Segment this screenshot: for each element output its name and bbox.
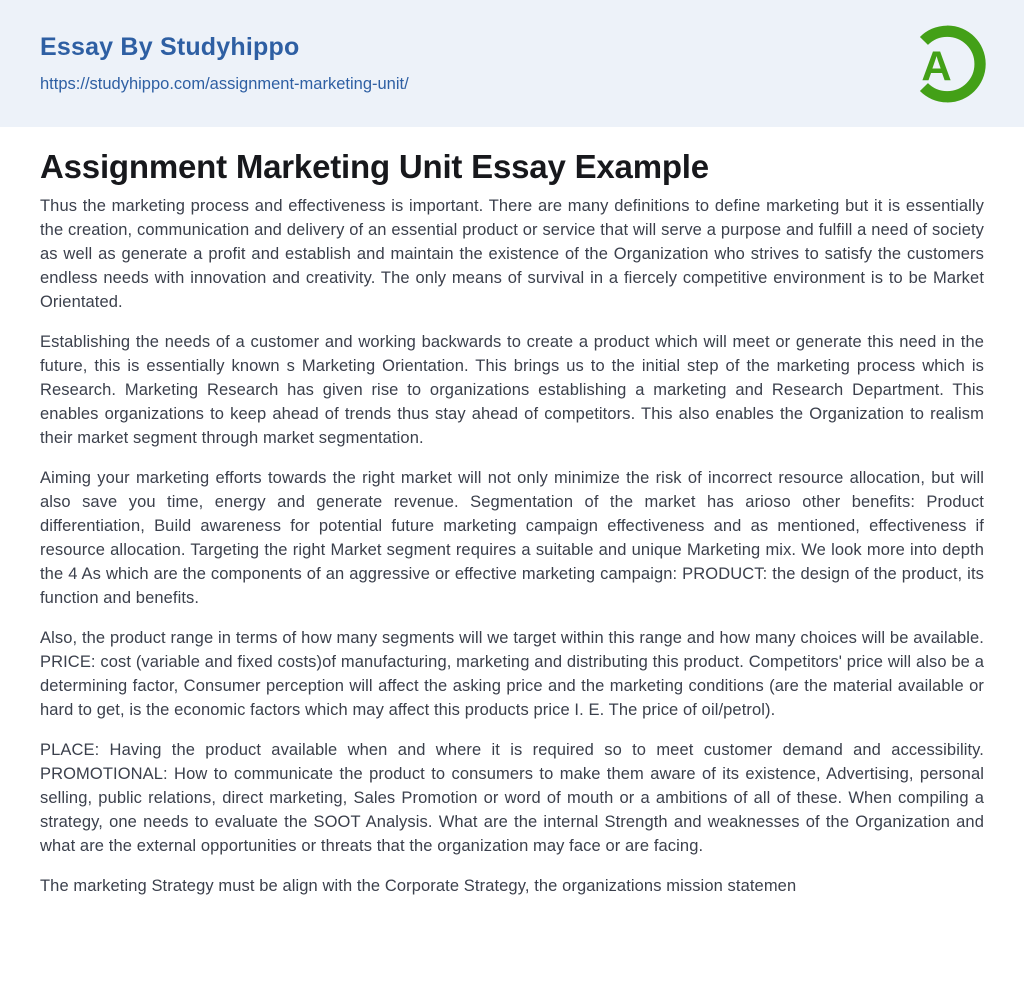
essay-paragraph: PLACE: Having the product available when and where it is required so to meet customer demand and accessibility. PROMOTIONAL: How to communicate the product to consumers to make them aware of its existence, Advertising, personal selling, public relations, direct marketing, Sales Promotion or word of mouth or a ambitions of all of these. When compiling a strategy, one needs to evaluate the SOOT Analysis. What are the internal Strength and weaknesses of the Organization and what are the external opportunities or threats that the organization may face or are facing.	[40, 741, 984, 855]
site-title: Essay By Studyhippo	[40, 33, 300, 62]
source-url-link[interactable]: https://studyhippo.com/assignment-marketing-unit/	[40, 74, 409, 93]
essay-paragraph: Also, the product range in terms of how many segments will we target within this range and how many choices will be available. PRICE: cost (variable and fixed costs)of manufacturing, marketing and distributing this product. Competitors' price will also be a determining factor, Consumer perception will affect the asking price and the marketing conditions (are the material available or hard to get, is the economic factors which may affect this products price I. E. The price of oil/petrol).	[40, 629, 984, 719]
essay-paragraph: The marketing Strategy must be align with the Corporate Strategy, the organizations mission statemen	[40, 877, 797, 895]
essay-body	[40, 194, 984, 898]
essay-paragraph: Aiming your marketing efforts towards the right market will not only minimize the risk of incorrect resource allocation, but will also save you time, energy and generate revenue. Segmentation of the market has arioso other benefits: Product differentiation, Build awareness for potential future marketing campaign effectiveness and as mentioned, effectiveness if resource allocation. Targeting the right Market segment requires a suitable and unique Marketing mix. We look more into depth the 4 As which are the components of an aggressive or effective marketing campaign: PRODUCT: the design of the product, its function and benefits.	[40, 469, 984, 607]
essay-title: Assignment Marketing Unit Essay Example	[40, 148, 709, 185]
header	[0, 0, 1024, 127]
studyhippo-logo-icon	[906, 23, 988, 105]
essay-paragraph: Thus the marketing process and effectiveness is important. There are many definitions to define marketing but it is essentially the creation, communication and delivery of an essential product or service that will serve a purpose and fulfill a need of society as well as generate a profit and establish and maintain the existence of the Organization who strives to satisfy the customers endless needs with innovation and creativity. The only means of survival in a fiercely competitive environment is to be Market Orientated.	[40, 197, 984, 311]
essay-paragraph: Establishing the needs of a customer and working backwards to create a product which will meet or generate this need in the future, this is essentially known s Marketing Orientation. This brings us to the initial step of the marketing process which is Research. Marketing Research has given rise to organizations establishing a marketing and Research Department. This enables organizations to keep ahead of trends thus stay ahead of competitors. This also enables the Organization to realism their market segment through market segmentation.	[40, 333, 984, 447]
logo-letter: A	[921, 41, 952, 89]
article	[0, 147, 1024, 898]
header-text-block	[40, 34, 409, 93]
